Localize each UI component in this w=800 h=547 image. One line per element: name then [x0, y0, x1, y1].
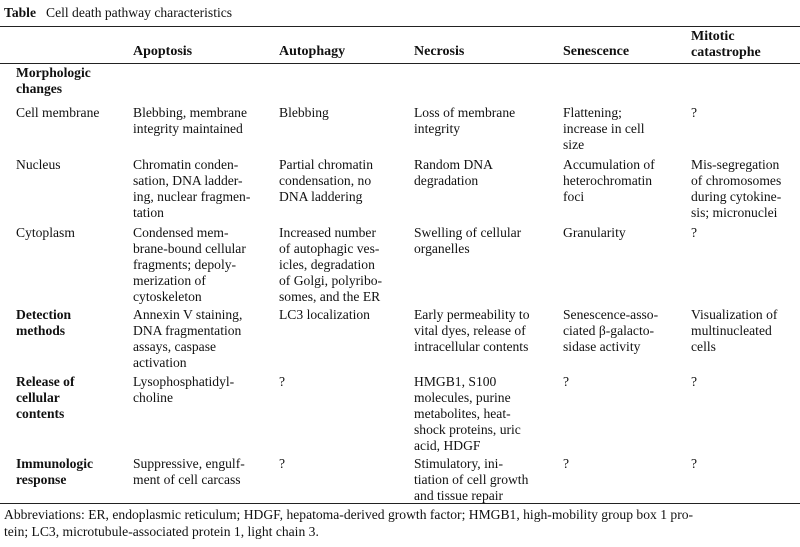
row-label-immunologic-response: Immunologic response: [16, 456, 94, 487]
nucleus-senescence: Accumulation of heterochromatin foci: [563, 157, 655, 204]
immunologic-senescence: ?: [563, 456, 570, 471]
column-header-mitotic-catastrophe: Mitotic catastrophe: [691, 29, 761, 60]
cytoplasm-autophagy: Increased number of autophagic ves- icles, degradation of Golgi, polyribo- somes, and the ER: [279, 225, 383, 304]
cell-membrane-autophagy: Blebbing: [279, 105, 329, 120]
cytoplasm-necrosis: Swelling of cellular organelles: [414, 225, 522, 256]
release-apoptosis: Lysophosphatidyl- choline: [133, 374, 235, 405]
row-label-detection-methods: Detection methods: [16, 307, 72, 338]
detection-necrosis: Early permeability to vital dyes, release of intracellular contents: [414, 307, 530, 354]
immunologic-necrosis: Stimulatory, ini- tiation of cell growth and tissue repair: [414, 456, 529, 503]
row-label-cytoplasm: Cytoplasm: [16, 225, 75, 240]
top-rule: [0, 26, 800, 27]
detection-apoptosis: Annexin V staining, DNA fragmentation assays, caspase activation: [133, 307, 243, 370]
table-label: Table: [4, 5, 36, 20]
header-rule: [0, 63, 800, 64]
cell-membrane-senescence: Flattening; increase in cell size: [563, 105, 645, 152]
nucleus-autophagy: Partial chromatin condensation, no DNA laddering: [279, 157, 373, 204]
nucleus-mitotic: Mis-segregation of chromosomes during cytokine- sis; micronuclei: [691, 157, 782, 220]
immunologic-autophagy: ?: [279, 456, 286, 471]
column-header-apoptosis: Apoptosis: [133, 44, 193, 59]
nucleus-apoptosis: Chromatin conden- sation, DNA ladder- ing, nuclear fragmen- tation: [133, 157, 251, 220]
cytoplasm-mitotic: ?: [691, 225, 698, 240]
table-footnote: Abbreviations: ER, endoplasmic reticulum; HDGF, hepatoma-derived growth factor; HMGB1, high-mobility group box 1 pro- tein; LC3, microtubule-associated protein 1, light chain 3.: [4, 507, 694, 539]
immunologic-apoptosis: Suppressive, engulf- ment of cell carcass: [133, 456, 245, 487]
release-mitotic: ?: [691, 374, 698, 389]
cytoplasm-senescence: Granularity: [563, 225, 626, 240]
cell-membrane-mitotic: ?: [691, 105, 698, 120]
bottom-rule: [0, 503, 800, 504]
column-header-necrosis: Necrosis: [414, 44, 465, 59]
release-autophagy: ?: [279, 374, 286, 389]
row-label-morphologic-changes: Morphologic changes: [16, 65, 91, 96]
nucleus-necrosis: Random DNA degradation: [414, 157, 493, 188]
table-title: Cell death pathway characteristics: [46, 5, 233, 20]
column-header-senescence: Senescence: [563, 44, 630, 59]
release-senescence: ?: [563, 374, 570, 389]
row-label-nucleus: Nucleus: [16, 157, 61, 172]
immunologic-mitotic: ?: [691, 456, 698, 471]
row-label-cell-membrane: Cell membrane: [16, 105, 100, 120]
detection-mitotic: Visualization of multinucleated cells: [691, 307, 778, 354]
detection-senescence: Senescence-asso- ciated β-galacto- sidase activity: [563, 307, 659, 354]
cell-membrane-necrosis: Loss of membrane integrity: [414, 105, 516, 136]
row-label-release-of-cellular-contents: Release of cellular contents: [16, 374, 75, 421]
column-header-autophagy: Autophagy: [279, 44, 346, 59]
cell-membrane-apoptosis: Blebbing, membrane integrity maintained: [133, 105, 248, 136]
cytoplasm-apoptosis: Condensed mem- brane-bound cellular fragments; depoly- merization of cytoskeleton: [133, 225, 246, 304]
table-caption: [4, 5, 232, 21]
detection-autophagy: LC3 localization: [279, 307, 370, 322]
release-necrosis: HMGB1, S100 molecules, purine metabolites, heat- shock proteins, uric acid, HDGF: [414, 374, 521, 453]
